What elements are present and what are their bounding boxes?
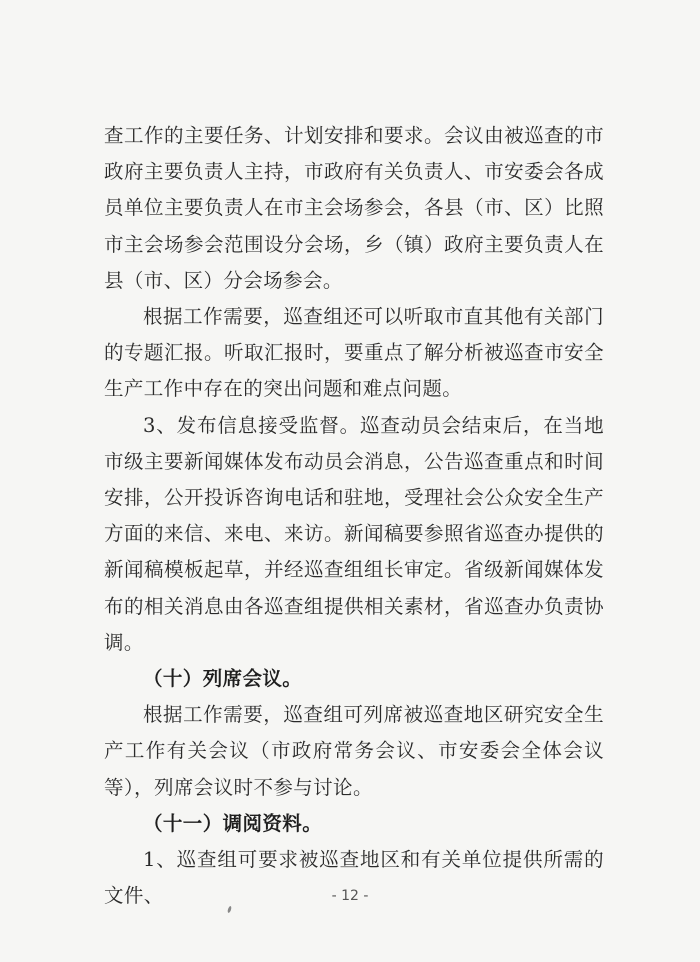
paragraph-attend-meetings: 根据工作需要，巡查组可列席被巡查地区研究安全生产工作有关会议（市政府常务会议、市安委会全体会议等），列席会议时不参与讨论。 — [104, 703, 604, 799]
paragraph-topic-reports: 根据工作需要，巡查组还可以听取市直其他有关部门的专题汇报。听取汇报时，要重点了解分析被巡查市安全生产工作中存在的突出问题和难点问题。 — [104, 305, 604, 401]
section-heading-review-materials: （十一）调阅资料。 — [143, 811, 323, 835]
paragraph-review-materials-item-1: 1、巡查组可要求被巡查地区和有关单位提供所需的文件、 — [104, 848, 604, 908]
document-body — [104, 118, 604, 914]
paragraph-continuation: 查工作的主要任务、计划安排和要求。会议由被巡查的市政府主要负责人主持，市政府有关负责人、市安委会各成员单位主要负责人在市主会场参会，各县（市、区）比照市主会场参会范围设分会场，乡（镇）政府主要负责人在县（市、区）分会场参会。 — [104, 124, 604, 292]
paragraph-publish-information: 3、发布信息接受监督。巡查动员会结束后，在当地市级主要新闻媒体发布动员会消息，公告巡查重点和时间安排，公开投诉咨询电话和驻地，受理社会公众安全生产方面的来信、来电、来访。新闻稿要参照省巡查办提供的新闻稿模板起草，并经巡查组组长审定。省级新闻媒体发布的相关消息由各巡查组提供相关素材，省巡查办负责协调。 — [104, 413, 604, 654]
page-number: - 12 - — [331, 888, 369, 904]
section-heading-attend-meetings: （十）列席会议。 — [143, 667, 303, 691]
